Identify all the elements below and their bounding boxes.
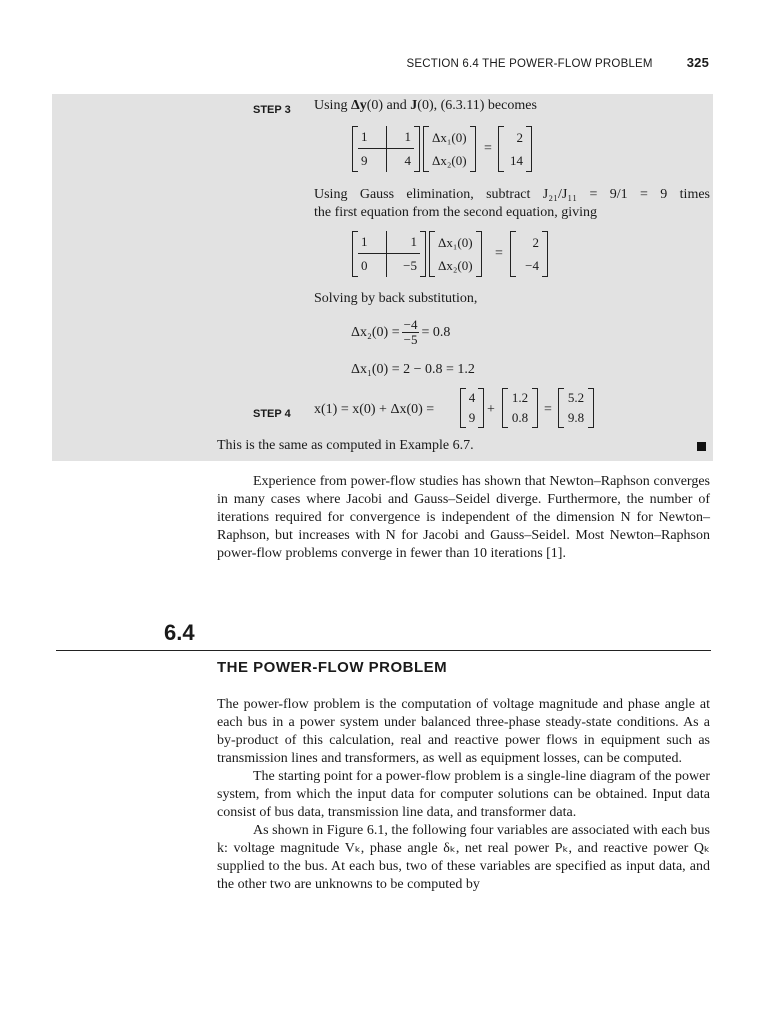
vector-cell: Δx₁(0): [438, 234, 473, 250]
matrix-a1: [352, 126, 420, 172]
vector-x2: [429, 231, 482, 277]
back-substitution-text: Solving by back substitution,: [314, 291, 478, 306]
vector-b2: [510, 231, 548, 277]
vector-cell: 9.8: [567, 410, 585, 425]
equals-sign: =: [495, 246, 503, 261]
vector-dx0: [502, 388, 538, 428]
page-number: 325: [686, 55, 709, 70]
step4-label: STEP 4: [253, 408, 291, 420]
step3-text: Using Δy(0) and J(0), (6.3.11) becomes: [314, 98, 537, 113]
matrix-cell: −5: [386, 254, 420, 277]
section-rule: [56, 650, 711, 651]
vector-cell: 5.2: [567, 390, 585, 405]
gauss-line1: Using Gauss elimination, subtract J₂₁/J₁₁ = 9/1 = 9 times: [314, 187, 710, 202]
section-title: THE POWER-FLOW PROBLEM: [217, 659, 448, 676]
matrix-cell: 4: [386, 149, 414, 172]
vector-cell: 2: [532, 234, 539, 250]
matrix-cell: 1: [386, 126, 414, 149]
vector-cell: Δx₁(0): [432, 129, 467, 145]
vector-cell: −4: [525, 257, 539, 273]
body-paragraph: As shown in Figure 6.1, the following four variables are associated with each bus k: voltage magnitude Vₖ, phase angle δₖ, net real power Pₖ, and reactive power Qₖ supplied to the bus. At each bus, two of these variables are specified as input data, and the other two are unknowns to be computed by: [217, 823, 710, 892]
fraction: $\frac{-4}{-5}$: [403, 317, 418, 347]
body-paragraph: The power-flow problem is the computation of voltage magnitude and phase angle at each bus in a power system under balanced three-phase steady-state conditions. As a by-product of this calculation, real and reactive power flows in equipment such as transmission lines and transformers, as well as equipment losses, can be computed.: [217, 697, 710, 766]
matrix-a2: [352, 231, 426, 277]
header-section: SECTION 6.4 THE POWER-FLOW PROBLEM: [406, 58, 653, 70]
running-header: [406, 55, 709, 70]
equation-dx2: Δx₂(0) = $\frac{-4}{-5}$ = 0.8: [351, 317, 451, 347]
matrix-cell: 1: [358, 231, 386, 254]
equation-dx1: Δx₁(0) = 2 − 0.8 = 1.2: [351, 362, 475, 377]
paragraph-newton-raphson: Experience from power-flow studies has shown that Newton–Raphson converges in many cases where Jacobi and Gauss–Seidel diverge. Furthermore, the number of iterations required for convergence is independent of the dimension N for Newton–Raphson, but increases with N for Jacobi and Gauss–Seidel. Most Newton–Raphson power-flow problems converge in fewer than 10 iterations [1].: [217, 474, 710, 561]
vector-cell: 1.2: [511, 390, 529, 405]
vector-cell: Δx₂(0): [432, 152, 467, 168]
vector-cell: 4: [468, 390, 476, 405]
end-of-example-icon: [697, 442, 706, 451]
example-conclusion: This is the same as computed in Example 6.7.: [217, 438, 474, 453]
step4-equation: x(1) = x(0) + Δx(0) =: [314, 402, 435, 417]
vector-cell: 9: [468, 410, 476, 425]
plus-sign: +: [487, 402, 495, 417]
vector-b1: [498, 126, 532, 172]
vector-x1: [423, 126, 476, 172]
matrix-cell: 1: [386, 231, 420, 254]
step3-label: STEP 3: [253, 104, 291, 116]
vector-x0: [460, 388, 484, 428]
section-number: 6.4: [164, 620, 195, 645]
vector-cell: 14: [510, 152, 523, 168]
equals-sign: =: [484, 141, 492, 156]
gauss-line2: the first equation from the second equation, giving: [314, 205, 598, 220]
vector-cell: Δx₂(0): [438, 257, 473, 273]
matrix-cell: 0: [361, 257, 368, 273]
body-paragraph: The starting point for a power-flow problem is a single-line diagram of the power system, from which the input data for computer solutions can be obtained. Input data consist of bus data, transmission line data, and transformer data.: [217, 769, 710, 820]
matrix-cell: 9: [361, 152, 368, 168]
vector-cell: 0.8: [511, 410, 529, 425]
section-body: [217, 696, 710, 894]
matrix-cell: 1: [358, 126, 386, 149]
vector-x1-result: [558, 388, 594, 428]
equals-sign: =: [544, 402, 552, 417]
vector-cell: 2: [516, 129, 523, 145]
